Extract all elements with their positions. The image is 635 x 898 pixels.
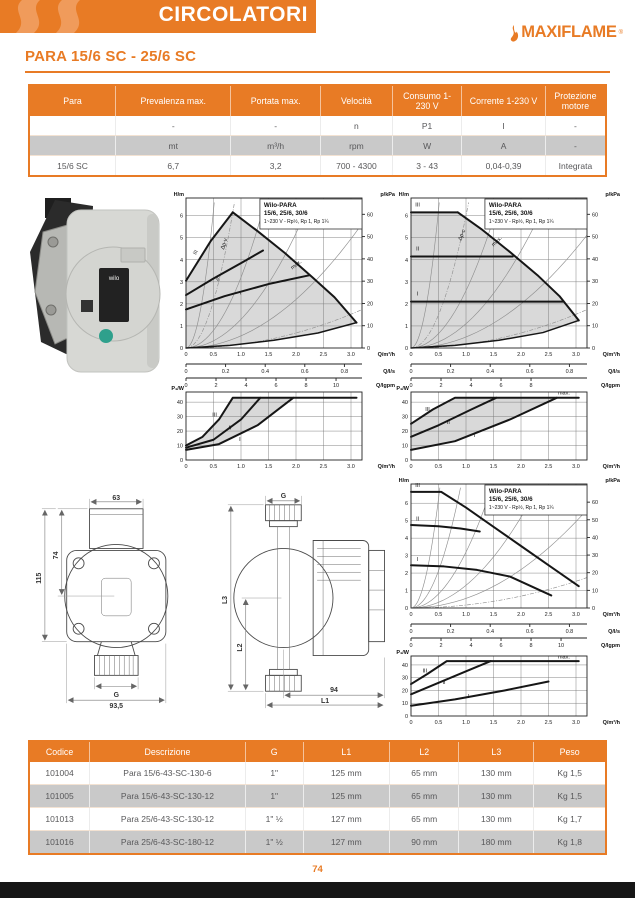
column-header: Protezione motore [545,85,606,116]
svg-text:4: 4 [469,383,473,388]
svg-text:0.5: 0.5 [209,464,218,470]
svg-text:0: 0 [409,629,413,635]
table-cell: 65 mm [390,762,459,785]
svg-text:0: 0 [179,458,183,464]
svg-text:5: 5 [404,235,408,242]
table-cell: 3 - 43 [392,156,461,177]
svg-text:p/kPa: p/kPa [605,478,620,484]
column-header: Para [29,85,116,116]
svg-text:10: 10 [176,443,183,450]
table-cell: A [462,136,546,156]
svg-text:Q/lgpm: Q/lgpm [601,643,620,648]
svg-text:Q/l/s: Q/l/s [608,369,620,375]
divider [25,71,610,73]
svg-text:I: I [416,557,419,564]
svg-text:1.5: 1.5 [264,464,273,470]
table-cell: mt [116,136,231,156]
svg-text:II: II [416,516,420,523]
svg-text:0: 0 [409,643,413,648]
svg-text:II: II [416,246,420,253]
green-button [99,329,113,343]
svg-text:0.4: 0.4 [486,369,495,375]
chart-hq-fixed-speed [393,476,621,648]
dim-l1: L1 [320,698,329,706]
svg-text:4: 4 [404,257,408,264]
table-cell: Kg 1,5 [534,762,606,785]
svg-text:II: II [446,419,450,426]
svg-text:P₁/W: P₁/W [396,650,409,656]
svg-text:30: 30 [176,414,183,421]
table-cell: 1" [245,785,303,808]
svg-text:0.5: 0.5 [434,612,443,618]
svg-text:II: II [215,276,222,284]
svg-text:1: 1 [404,323,408,330]
svg-text:I: I [473,432,476,439]
svg-text:p/kPa: p/kPa [380,192,395,198]
table-row [29,785,606,808]
svg-text:10: 10 [332,383,340,388]
column-header: Prevalenza max. [116,85,231,116]
svg-text:40: 40 [401,400,408,407]
svg-text:6: 6 [274,383,278,388]
svg-text:4: 4 [469,643,473,648]
svg-text:6: 6 [499,643,503,648]
svg-text:0.6: 0.6 [300,369,309,375]
svg-text:I: I [238,290,243,297]
svg-text:40: 40 [367,256,374,263]
svg-text:3.0: 3.0 [347,352,355,358]
table-cell: Kg 1,8 [534,831,606,855]
svg-text:0.6: 0.6 [525,629,534,635]
svg-text:0: 0 [184,369,188,375]
chart-power-dp-v [168,386,396,474]
svg-text:Wilo-PARA: Wilo-PARA [488,488,522,495]
svg-text:0: 0 [409,464,413,470]
table-row [29,808,606,831]
svg-text:6: 6 [179,213,183,220]
svg-text:2: 2 [439,383,443,388]
table-cell: 130 mm [459,762,534,785]
svg-text:1.0: 1.0 [462,464,470,470]
table-cell: 1" ½ [245,831,303,855]
svg-text:1.5: 1.5 [489,612,498,618]
spec-table [28,84,607,177]
svg-text:2: 2 [439,643,443,648]
svg-text:Q/m³/h: Q/m³/h [602,612,620,618]
svg-text:1.0: 1.0 [462,352,470,358]
svg-text:2.5: 2.5 [544,612,553,618]
table-cell: Kg 1,7 [534,808,606,831]
svg-text:2.0: 2.0 [517,352,525,358]
svg-text:max.: max. [289,259,304,272]
svg-text:50: 50 [367,234,374,241]
svg-text:Wilo-PARA: Wilo-PARA [488,202,522,209]
svg-text:H/m: H/m [173,192,184,198]
svg-text:1.0: 1.0 [462,612,470,618]
svg-text:1: 1 [404,588,408,595]
table-cell: 130 mm [459,785,534,808]
svg-text:30: 30 [401,675,408,682]
table-cell: 90 mm [390,831,459,855]
dim-l3: L3 [221,595,229,605]
table-cell: 101005 [29,785,90,808]
svg-text:0: 0 [404,606,408,612]
svg-text:max.: max. [490,235,504,249]
svg-text:60: 60 [592,500,599,507]
svg-text:30: 30 [367,279,374,286]
svg-text:0: 0 [592,346,596,352]
table-cell: n [320,116,392,136]
chart-power-dp-c [393,386,621,474]
table-cell: - [545,136,606,156]
svg-text:0.8: 0.8 [565,369,574,375]
svg-text:0: 0 [404,346,408,352]
svg-text:50: 50 [592,517,599,524]
svg-text:15/6, 25/6, 30/6: 15/6, 25/6, 30/6 [488,210,533,217]
svg-text:0: 0 [179,346,183,352]
svg-text:P₁/W: P₁/W [171,386,184,392]
codes-table [28,740,607,855]
svg-text:0.2: 0.2 [221,369,230,375]
svg-text:0.4: 0.4 [261,369,270,375]
svg-text:3: 3 [404,553,408,560]
svg-text:0: 0 [404,714,408,720]
svg-text:1.5: 1.5 [489,720,498,726]
svg-text:Wilo-PARA: Wilo-PARA [263,202,297,209]
product-photo [25,192,170,392]
svg-text:H/m: H/m [398,192,409,198]
table-cell: Para 15/6-43-SC-130-6 [90,762,246,785]
svg-text:20: 20 [401,429,408,436]
table-cell: Para 25/6-43-SC-130-12 [90,808,246,831]
svg-text:2: 2 [404,301,408,308]
table-row [29,156,606,177]
dim-motor-length: 94 [329,687,338,695]
svg-text:0: 0 [592,606,596,612]
svg-text:20: 20 [401,688,408,695]
table-cell: - [116,116,231,136]
dim-width-total: 93,5 [109,703,124,710]
column-header: Peso [534,741,606,762]
svg-text:2.0: 2.0 [517,464,525,470]
qr-code [81,300,93,312]
svg-text:1.0: 1.0 [237,464,245,470]
brand-logo [507,23,623,42]
column-header: Velocità [320,85,392,116]
svg-text:20: 20 [176,429,183,436]
table-cell: 0,04-0,39 [462,156,546,177]
table-cell: 130 mm [459,808,534,831]
chart-power-fixed-speed [393,650,621,730]
column-header: G [245,741,303,762]
flame-decoration [0,0,120,33]
svg-text:0: 0 [367,346,371,352]
svg-text:15/6, 25/6, 30/6: 15/6, 25/6, 30/6 [263,210,308,217]
chart-hq-dp-c [393,190,621,388]
svg-text:40: 40 [176,400,183,407]
flame-icon [507,24,519,42]
svg-text:10: 10 [401,443,408,450]
table-cell: 127 mm [303,808,390,831]
svg-text:4: 4 [244,383,248,388]
svg-text:1.0: 1.0 [462,720,470,726]
svg-text:0.4: 0.4 [486,629,495,635]
svg-text:3.0: 3.0 [572,720,580,726]
svg-text:0.8: 0.8 [565,629,574,635]
svg-text:3: 3 [179,279,183,286]
column-header: Codice [29,741,90,762]
svg-text:0: 0 [184,352,188,358]
svg-text:0.2: 0.2 [446,369,455,375]
dimension-drawings [32,490,392,710]
svg-text:3.0: 3.0 [572,612,580,618]
svg-text:2.5: 2.5 [319,352,328,358]
svg-text:III: III [415,483,420,490]
column-header: L3 [459,741,534,762]
svg-text:2.0: 2.0 [292,352,300,358]
product-title: PARA 15/6 SC - 25/6 SC [25,48,197,65]
table-row [29,831,606,855]
svg-text:2: 2 [404,571,408,578]
table-row [29,116,606,136]
table-cell: 15/6 SC [29,156,116,177]
svg-text:1.5: 1.5 [264,352,273,358]
table-cell: m³/h [231,136,320,156]
svg-text:20: 20 [367,301,374,308]
svg-text:3: 3 [404,279,408,286]
svg-text:30: 30 [401,414,408,421]
svg-text:0: 0 [404,458,408,464]
svg-text:max.: max. [557,390,570,397]
svg-text:0: 0 [409,369,413,375]
column-header: L2 [390,741,459,762]
column-header: Corrente 1-230 V [462,85,546,116]
svg-text:10: 10 [557,643,565,648]
svg-text:30: 30 [592,553,599,560]
svg-text:3.0: 3.0 [572,464,580,470]
svg-text:III: III [415,202,420,209]
table-cell: Kg 1,5 [534,785,606,808]
table-cell: 65 mm [390,785,459,808]
svg-text:20: 20 [592,301,599,308]
svg-text:10: 10 [367,323,374,330]
column-header: Descrizione [90,741,246,762]
svg-text:P₁/W: P₁/W [396,386,409,392]
pump-brand-text: wilo [108,276,120,282]
svg-text:Q/l/s: Q/l/s [383,369,395,375]
svg-text:6: 6 [499,383,503,388]
svg-text:p/kPa: p/kPa [605,192,620,198]
svg-text:40: 40 [592,535,599,542]
svg-text:Q/m³/h: Q/m³/h [377,464,395,470]
svg-text:10: 10 [592,323,599,330]
svg-text:0.5: 0.5 [434,720,443,726]
side-view-drawing [214,490,392,710]
table-cell: 700 - 4300 [320,156,392,177]
svg-text:2.5: 2.5 [319,464,328,470]
table-cell: Para 25/6-43-SC-180-12 [90,831,246,855]
svg-text:1.5: 1.5 [489,352,498,358]
svg-text:0.5: 0.5 [434,464,443,470]
svg-text:H/m: H/m [398,478,409,484]
svg-text:40: 40 [592,256,599,263]
svg-text:3.0: 3.0 [347,464,355,470]
svg-text:20: 20 [592,570,599,577]
svg-text:I: I [467,694,470,701]
svg-text:II: II [442,680,446,687]
dim-width-top: 63 [112,494,121,502]
svg-text:4: 4 [179,257,183,264]
svg-text:0.8: 0.8 [340,369,349,375]
svg-text:60: 60 [367,212,374,219]
svg-text:Q/m³/h: Q/m³/h [377,352,395,358]
column-header: L1 [303,741,390,762]
table-cell: 127 mm [303,831,390,855]
table-cell: Integrata [545,156,606,177]
svg-text:40: 40 [401,662,408,669]
svg-text:Q/m³/h: Q/m³/h [602,720,620,726]
table-cell: 180 mm [459,831,534,855]
svg-text:0: 0 [184,464,188,470]
svg-text:60: 60 [592,212,599,219]
table-cell: 101004 [29,762,90,785]
table-cell: 1" ½ [245,808,303,831]
svg-text:4: 4 [404,536,408,543]
table-cell: 101016 [29,831,90,855]
table-cell: P1 [392,116,461,136]
dim-thread-side: G [280,492,286,500]
table-cell: 3,2 [231,156,320,177]
svg-text:Q/m³/h: Q/m³/h [602,464,620,470]
registered-mark: ® [618,29,623,36]
table-cell: 125 mm [303,785,390,808]
svg-text:3.0: 3.0 [572,352,580,358]
svg-text:I: I [239,437,241,444]
svg-text:III: III [192,249,200,257]
svg-text:8: 8 [529,643,533,648]
svg-text:2.5: 2.5 [544,464,553,470]
svg-text:Q/l/s: Q/l/s [608,629,620,635]
svg-text:15/6, 25/6, 30/6: 15/6, 25/6, 30/6 [488,496,533,503]
page-number: 74 [312,864,323,875]
svg-text:30: 30 [592,279,599,286]
svg-text:III: III [425,406,430,413]
svg-text:0.6: 0.6 [525,369,534,375]
svg-text:0.2: 0.2 [446,629,455,635]
svg-text:0: 0 [409,383,413,388]
svg-text:1.0: 1.0 [237,352,245,358]
svg-text:2.0: 2.0 [292,464,300,470]
svg-text:1~230 V - Rp½, Rp 1, Rp 1¼: 1~230 V - Rp½, Rp 1, Rp 1¼ [263,219,329,225]
svg-text:Δp-c: Δp-c [457,228,468,242]
column-header: Portata max. [231,85,320,116]
table-cell: I [462,116,546,136]
svg-text:2: 2 [179,301,183,308]
table-cell: 6,7 [116,156,231,177]
svg-text:Δp-v: Δp-v [220,237,230,251]
svg-text:2.0: 2.0 [517,720,525,726]
dim-height-total: 115 [35,572,43,584]
table-cell: - [231,116,320,136]
svg-text:0: 0 [409,720,413,726]
svg-text:2: 2 [214,383,218,388]
svg-text:5: 5 [179,235,183,242]
svg-text:1: 1 [179,323,183,330]
svg-text:6: 6 [404,213,408,220]
footer-bar [0,882,635,898]
svg-text:Q/m³/h: Q/m³/h [602,352,620,358]
column-header: Consumo 1-230 V [392,85,461,116]
table-cell [29,116,116,136]
header-banner [0,0,316,33]
svg-text:III: III [212,412,217,419]
dim-height-inner: 74 [52,551,60,560]
table-cell: 1" [245,762,303,785]
table-cell: rpm [320,136,392,156]
svg-text:II: II [228,425,232,432]
svg-text:Q/lgpm: Q/lgpm [601,383,620,388]
svg-text:III: III [422,668,428,675]
svg-text:6: 6 [404,501,408,508]
svg-text:1~230 V - Rp½, Rp 1, Rp 1¼: 1~230 V - Rp½, Rp 1, Rp 1¼ [488,219,554,225]
svg-text:0.5: 0.5 [434,352,443,358]
front-view-drawing [32,490,206,710]
svg-text:max.: max. [557,654,570,661]
dim-l2: L2 [236,643,244,652]
svg-text:0: 0 [409,612,413,618]
svg-text:2.5: 2.5 [544,352,553,358]
svg-text:5: 5 [404,518,408,525]
svg-text:0: 0 [409,352,413,358]
svg-text:8: 8 [304,383,308,388]
table-cell: 65 mm [390,808,459,831]
table-cell: W [392,136,461,156]
svg-text:1.5: 1.5 [489,464,498,470]
table-row [29,136,606,156]
svg-text:10: 10 [401,701,408,708]
brand-name: MAXIFLAME [521,23,617,41]
svg-text:I: I [416,291,419,298]
svg-text:2.0: 2.0 [517,612,525,618]
svg-text:0: 0 [184,383,188,388]
svg-text:8: 8 [529,383,533,388]
svg-text:2.5: 2.5 [544,720,553,726]
svg-text:Q/lgpm: Q/lgpm [376,383,395,388]
chart-hq-dp-v [168,190,396,388]
svg-text:10: 10 [592,588,599,595]
svg-text:0.5: 0.5 [209,352,218,358]
dim-thread: G [113,692,119,700]
table-row [29,762,606,785]
table-cell [29,136,116,156]
table-cell: 125 mm [303,762,390,785]
page-title: CIRCOLATORI [158,3,308,26]
table-cell: Para 15/6-43-SC-130-12 [90,785,246,808]
svg-text:1~230 V - Rp½, Rp 1, Rp 1¼: 1~230 V - Rp½, Rp 1, Rp 1¼ [488,505,554,511]
svg-text:50: 50 [592,234,599,241]
table-cell: 101013 [29,808,90,831]
table-cell: - [545,116,606,136]
